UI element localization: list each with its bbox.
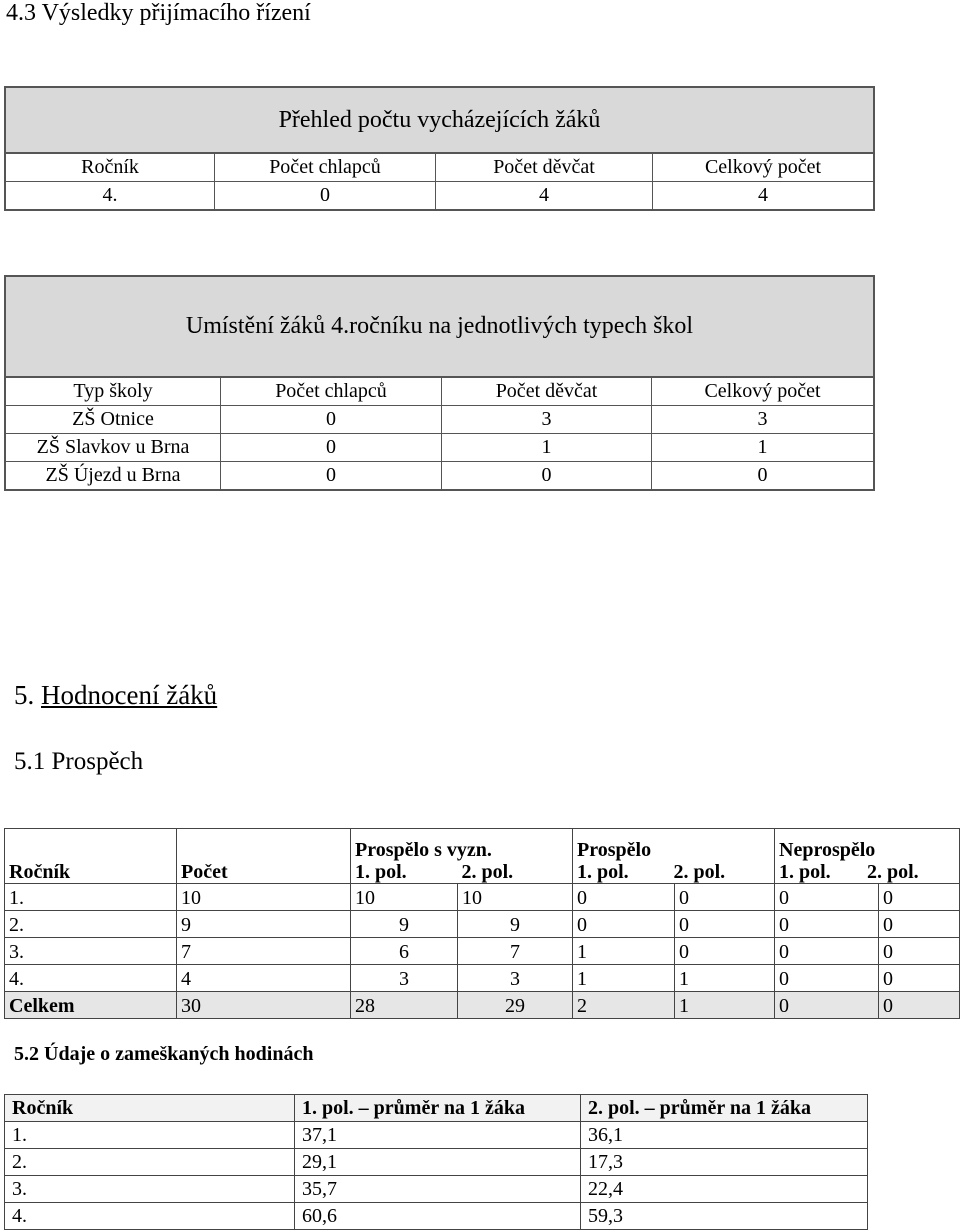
header-cell: Celkový počet [704,380,821,402]
table-cell: 0 [675,938,775,965]
table-row [6,181,873,209]
table-cell: 0 [879,965,960,992]
outgoing-pupils-table [4,86,875,211]
table-cell: 4. [5,965,177,992]
table-cell: 0 [775,884,879,911]
table-cell: 17,3 [581,1149,868,1176]
table-cell: 4. [6,182,215,209]
table-cell: 4 [758,184,768,206]
table-cell: 29 [458,992,573,1019]
table-cell: 9 [351,911,458,938]
table-cell: 3. [5,938,177,965]
table-cell: 0 [879,911,960,938]
table-row [5,938,960,965]
table-row [5,1176,868,1203]
results-table [4,828,960,1019]
table-cell: 1 [675,965,775,992]
heading-5 [14,678,217,712]
heading-5-title: Hodnocení žáků [41,680,218,710]
table-cell: 0 [775,992,879,1019]
table-cell: 3 [458,965,573,992]
table-cell: ZŠ Slavkov u Brna [6,434,221,461]
table-cell: 10 [458,884,573,911]
table-cell: 36,1 [581,1122,868,1149]
table-row [5,1122,868,1149]
table-cell: 1 [573,965,675,992]
table-cell: 0 [215,182,436,209]
header-cell: Typ školy [6,378,221,405]
table-cell: 0 [775,965,879,992]
table-cell: 4 [177,965,351,992]
table-header-row [5,829,960,884]
table-cell: 0 [775,911,879,938]
table-cell: 60,6 [295,1203,581,1230]
table-cell: 29,1 [295,1149,581,1176]
table-header-row [6,378,873,405]
table-row [6,405,873,433]
table-cell: 35,7 [295,1176,581,1203]
header-cell: Ročník [5,1095,295,1122]
table-header-row [5,1095,868,1122]
heading-5-2: 5.2 Údaje o zameškaných hodinách [14,1043,314,1065]
table-total-row [5,992,960,1019]
header-cell: 2. pol. – průměr na 1 žáka [581,1095,868,1122]
header-sem2: 2. pol. [867,861,919,883]
table-cell: 1 [573,938,675,965]
table-cell: 0 [221,406,442,433]
table-row [6,433,873,461]
table-cell: 9 [177,911,351,938]
absence-table [4,1094,868,1230]
table-cell: 3 [351,965,458,992]
header-cell: 1. pol. – průměr na 1 žáka [295,1095,581,1122]
table-cell: 1 [442,434,652,461]
table-cell: 1. [5,884,177,911]
header-sem1: 1. pol. [779,861,831,883]
table-cell: ZŠ Otnice [6,406,221,433]
table-cell: 28 [351,992,458,1019]
header-cell: Počet děvčat [442,378,652,405]
table-cell: 9 [458,911,573,938]
table-cell: 7 [458,938,573,965]
header-cell: Počet chlapců [215,154,436,181]
table-row [5,884,960,911]
table-cell: 3 [442,406,652,433]
table-cell: 0 [221,462,442,489]
table-cell: 3. [5,1176,295,1203]
table-row [5,1203,868,1230]
table-cell: 2. [5,1149,295,1176]
table-row [5,1149,868,1176]
table-cell: 1 [675,992,775,1019]
table-header-row [6,154,873,181]
header-group-label: Prospělo [577,839,652,861]
table-row [6,461,873,489]
table-cell: 0 [775,938,879,965]
table-cell: 1 [757,436,768,458]
table-cell: 10 [351,884,458,911]
table-cell: 37,1 [295,1122,581,1149]
table-cell: 59,3 [581,1203,868,1230]
table-cell: 0 [879,938,960,965]
header-cell: Celkový počet [704,156,822,178]
table-cell: 4 [436,182,653,209]
table-cell: 0 [442,462,652,489]
table-row [5,965,960,992]
heading-4-3: 4.3 Výsledky přijímacího řízení [6,0,311,26]
header-group-label: Prospělo s vyzn. [355,839,492,861]
table-cell: 2 [573,992,675,1019]
header-sem2: 2. pol. [461,861,514,883]
table-cell: 4. [5,1203,295,1230]
header-group-cell [573,829,775,884]
heading-5-number: 5. [14,680,35,710]
table-cell: ZŠ Újezd u Brna [6,462,221,489]
table-cell: 0 [757,464,768,486]
table-cell: 7 [177,938,351,965]
header-cell: Počet [177,829,351,884]
table-row [5,911,960,938]
table-cell: 30 [177,992,351,1019]
table-cell: 6 [351,938,458,965]
header-cell: Počet chlapců [221,378,442,405]
table-cell: 0 [573,911,675,938]
header-cell: Počet děvčat [436,154,653,181]
table-cell: 1. [5,1122,295,1149]
table-cell: 0 [879,884,960,911]
table-cell: 0 [675,884,775,911]
header-sem2: 2. pol. [673,861,726,883]
table-cell: 22,4 [581,1176,868,1203]
table-cell: Celkem [5,992,177,1019]
header-group-cell [351,829,573,884]
placement-table-title: Umístění žáků 4.ročníku na jednotlivých typech škol [6,277,873,378]
table-cell: 0 [675,911,775,938]
outgoing-table-title: Přehled počtu vycházejících žáků [6,88,873,154]
header-sem1: 1. pol. [577,861,629,883]
table-cell: 0 [879,992,960,1019]
table-cell: 3 [757,408,768,430]
header-sem1: 1. pol. [355,861,407,883]
heading-5-1: 5.1 Prospěch [14,748,144,775]
table-cell: 10 [177,884,351,911]
header-group-cell [775,829,960,884]
table-cell: 2. [5,911,177,938]
header-cell: Ročník [6,154,215,181]
header-group-label: Neprospělo [779,839,876,861]
placement-table [4,275,875,491]
header-cell: Ročník [5,829,177,884]
table-cell: 0 [221,434,442,461]
table-cell: 0 [573,884,675,911]
